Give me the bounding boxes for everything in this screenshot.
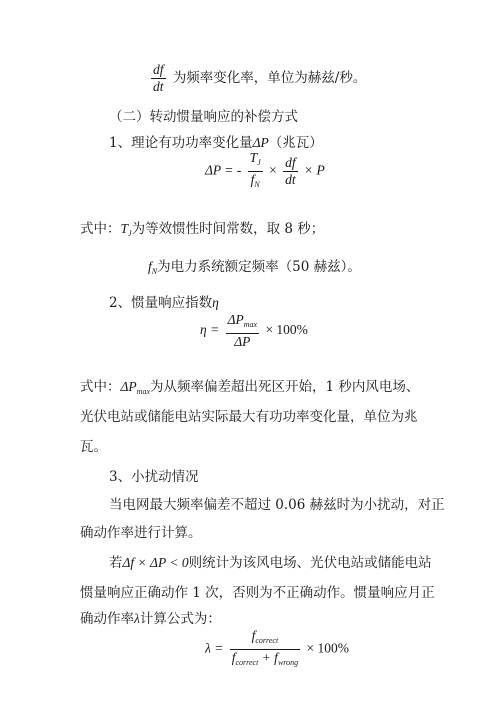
tj-fn-fraction [248, 150, 263, 193]
para1-line2: 确动作率进行计算。 [80, 525, 202, 541]
para2-line3-suffix: 计算公式为： [139, 611, 221, 627]
df-dt-fraction-2 [283, 155, 298, 188]
pmax-desc-1: 为从频率偏差超出死区开始，1 秒内风电场、 [150, 379, 420, 395]
fn-desc: 为电力系统额定频率（50 赫兹）。 [157, 259, 361, 275]
f-correct-num: f [251, 628, 256, 643]
para1-line1: 当电网最大频率偏差不超过 0.06 赫兹时为小扰动，对正 [109, 497, 445, 513]
formula-lhs: ΔP = - [205, 162, 242, 178]
para2-line1 [109, 554, 432, 572]
tj-sub: J [257, 158, 261, 167]
where-prefix: 式中： [80, 221, 121, 237]
section-heading: （二）转动惯量响应的补偿方式 [109, 109, 298, 125]
fn-symbol-inline: f [148, 259, 152, 274]
times-p: × P [304, 162, 325, 178]
pmax-desc-3: 瓦。 [80, 439, 107, 455]
lambda-formula [205, 628, 349, 671]
para2-prefix: 若 [109, 555, 123, 571]
df-dt-fraction [151, 62, 166, 95]
times-sign: × [269, 162, 277, 178]
tj-symbol: T [249, 150, 258, 165]
item1-unit: （兆瓦） [268, 135, 323, 151]
f-wrong: f [274, 650, 278, 665]
fn-sub-inline: N [151, 267, 158, 276]
para2-line3-prefix: 确动作率 [80, 611, 134, 627]
freq-change-rate-text: 为频率变化率，单位为赫兹/秒。 [172, 70, 367, 86]
para2-line3 [80, 610, 221, 628]
eta-fraction [226, 312, 260, 350]
lambda-fraction [230, 628, 300, 671]
tj-desc: 为等效惯性时间常数，取 8 秒； [131, 221, 325, 237]
eta-lhs: η = [200, 322, 220, 338]
where-tj-line [80, 220, 324, 243]
f-correct-den: f [231, 650, 236, 665]
delta-p-formula [205, 150, 325, 193]
where-pmax-line [80, 378, 419, 401]
item2-heading [109, 294, 219, 312]
tj-symbol-inline: T [120, 221, 129, 236]
max-sub-inline: max [136, 387, 150, 396]
lambda-rhs: × 100% [306, 640, 349, 656]
item3-heading: 3、小扰动情况 [109, 469, 199, 485]
eta-formula [200, 312, 308, 350]
where-prefix-2: 式中： [80, 379, 121, 395]
eta-rhs: × 100% [265, 322, 308, 338]
delta-p-symbol: ΔP [252, 135, 269, 150]
where-fn-line [148, 258, 361, 281]
para2-math: Δf × ΔP < 0 [122, 555, 189, 570]
frac2-num: df [285, 155, 296, 170]
max-sub: max [243, 320, 258, 329]
correct-sub: correct [255, 636, 279, 645]
correct-sub-den: correct [235, 658, 259, 667]
delta-p-max-symbol: ΔP [227, 312, 244, 327]
freq-change-rate-line [148, 62, 366, 95]
eta-symbol: η [212, 295, 219, 310]
plus-sign: + [258, 650, 275, 665]
para2-line2: 惯量响应正确动作 1 次，否则为不正确动作。惯量响应月正 [80, 585, 435, 601]
para2-rest: 则统计为该风电场、光伏电站或储能电站 [188, 555, 432, 571]
tj-sub-inline: J [128, 229, 132, 238]
lambda-symbol: λ [134, 611, 140, 626]
frac2-den: dt [285, 172, 296, 187]
frac-numerator: df [153, 62, 164, 77]
item1-heading-text: 1、理论有功功率变化量 [109, 135, 253, 151]
delta-p-inline: ΔP [120, 379, 137, 394]
fn-symbol: f [250, 172, 255, 187]
pmax-desc-2: 光伏电站或储能电站实际最大有功功率变化量，单位为兆 [80, 409, 418, 425]
item2-heading-text: 2、惯量响应指数 [109, 295, 213, 311]
delta-p-den: ΔP [234, 334, 251, 349]
fn-sub: N [254, 180, 260, 189]
frac-denominator: dt [153, 79, 164, 94]
lambda-lhs: λ = [205, 640, 224, 656]
wrong-sub: wrong [277, 658, 299, 667]
